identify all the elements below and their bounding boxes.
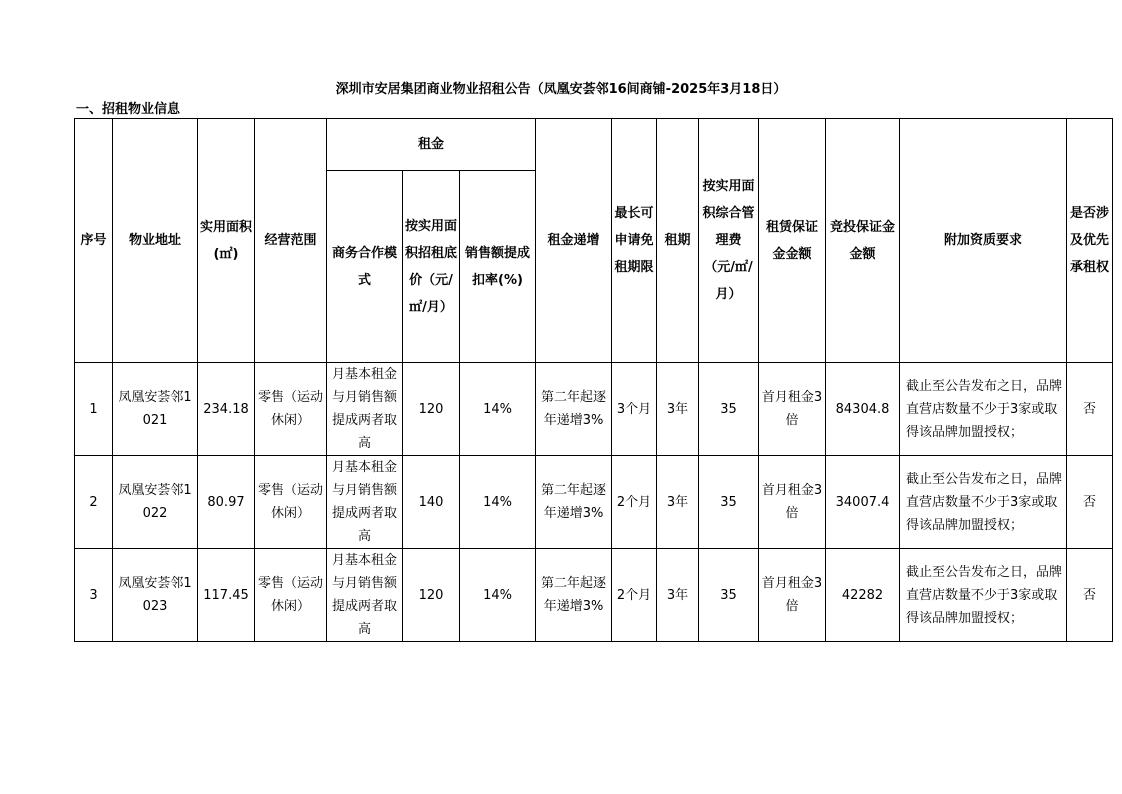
header-seq: 序号 [75, 119, 113, 363]
header-mode: 商务合作模式 [327, 171, 403, 363]
header-term: 租期 [657, 119, 699, 363]
header-lease-deposit: 租赁保证金金额 [759, 119, 826, 363]
cell-term: 3年 [657, 549, 699, 642]
cell-area: 80.97 [198, 456, 255, 549]
cell-lease-deposit: 首月租金3倍 [759, 549, 826, 642]
cell-mgmt-fee: 35 [699, 549, 759, 642]
cell-commission: 14% [460, 363, 536, 456]
cell-mode: 月基本租金与月销售额提成两者取高 [327, 456, 403, 549]
table-body [75, 363, 1113, 642]
cell-mgmt-fee: 35 [699, 363, 759, 456]
cell-commission: 14% [460, 549, 536, 642]
header-scope: 经营范围 [255, 119, 327, 363]
table-row [75, 363, 1113, 456]
cell-seq: 2 [75, 456, 113, 549]
cell-free-period: 2个月 [612, 456, 657, 549]
cell-area: 117.45 [198, 549, 255, 642]
cell-seq: 1 [75, 363, 113, 456]
cell-term: 3年 [657, 456, 699, 549]
cell-mode: 月基本租金与月销售额提成两者取高 [327, 363, 403, 456]
header-priority: 是否涉及优先承租权 [1067, 119, 1113, 363]
cell-address: 凤凰安荟邻1023 [113, 549, 198, 642]
cell-bid-deposit: 42282 [826, 549, 900, 642]
header-area: 实用面积(㎡) [198, 119, 255, 363]
table-row [75, 456, 1113, 549]
cell-increase: 第二年起逐年递增3% [536, 456, 612, 549]
cell-requirement: 截止至公告发布之日，品牌直营店数量不少于3家或取得该品牌加盟授权； [900, 549, 1067, 642]
property-table [74, 118, 1113, 642]
cell-scope: 零售（运动休闲） [255, 363, 327, 456]
cell-mode: 月基本租金与月销售额提成两者取高 [327, 549, 403, 642]
document-title: 深圳市安居集团商业物业招租公告（凤凰安荟邻16间商铺-2025年3月18日） [335, 82, 787, 97]
cell-priority: 否 [1067, 549, 1113, 642]
cell-base-price: 120 [403, 549, 460, 642]
cell-priority: 否 [1067, 363, 1113, 456]
header-requirement: 附加资质要求 [900, 119, 1067, 363]
table-header [75, 119, 1113, 363]
header-mgmt-fee: 按实用面积综合管理费（元/㎡/月） [699, 119, 759, 363]
cell-commission: 14% [460, 456, 536, 549]
section-heading: 一、招租物业信息 [76, 102, 181, 117]
table-row [75, 549, 1113, 642]
cell-lease-deposit: 首月租金3倍 [759, 363, 826, 456]
header-commission: 销售额提成扣率(%) [460, 171, 536, 363]
cell-scope: 零售（运动休闲） [255, 549, 327, 642]
cell-area: 234.18 [198, 363, 255, 456]
cell-base-price: 140 [403, 456, 460, 549]
cell-address: 凤凰安荟邻1021 [113, 363, 198, 456]
cell-bid-deposit: 34007.4 [826, 456, 900, 549]
cell-requirement: 截止至公告发布之日，品牌直营店数量不少于3家或取得该品牌加盟授权； [900, 456, 1067, 549]
header-rent-group: 租金 [327, 119, 536, 171]
cell-lease-deposit: 首月租金3倍 [759, 456, 826, 549]
cell-term: 3年 [657, 363, 699, 456]
cell-base-price: 120 [403, 363, 460, 456]
cell-mgmt-fee: 35 [699, 456, 759, 549]
header-bid-deposit: 竞投保证金金额 [826, 119, 900, 363]
cell-requirement: 截止至公告发布之日，品牌直营店数量不少于3家或取得该品牌加盟授权； [900, 363, 1067, 456]
header-increase: 租金递增 [536, 119, 612, 363]
cell-free-period: 2个月 [612, 549, 657, 642]
cell-seq: 3 [75, 549, 113, 642]
header-base-price: 按实用面积招租底价（元/㎡/月） [403, 171, 460, 363]
cell-bid-deposit: 84304.8 [826, 363, 900, 456]
cell-free-period: 3个月 [612, 363, 657, 456]
cell-scope: 零售（运动休闲） [255, 456, 327, 549]
header-address: 物业地址 [113, 119, 198, 363]
cell-increase: 第二年起逐年递增3% [536, 549, 612, 642]
cell-address: 凤凰安荟邻1022 [113, 456, 198, 549]
header-free-period: 最长可申请免租期限 [612, 119, 657, 363]
cell-increase: 第二年起逐年递增3% [536, 363, 612, 456]
cell-priority: 否 [1067, 456, 1113, 549]
